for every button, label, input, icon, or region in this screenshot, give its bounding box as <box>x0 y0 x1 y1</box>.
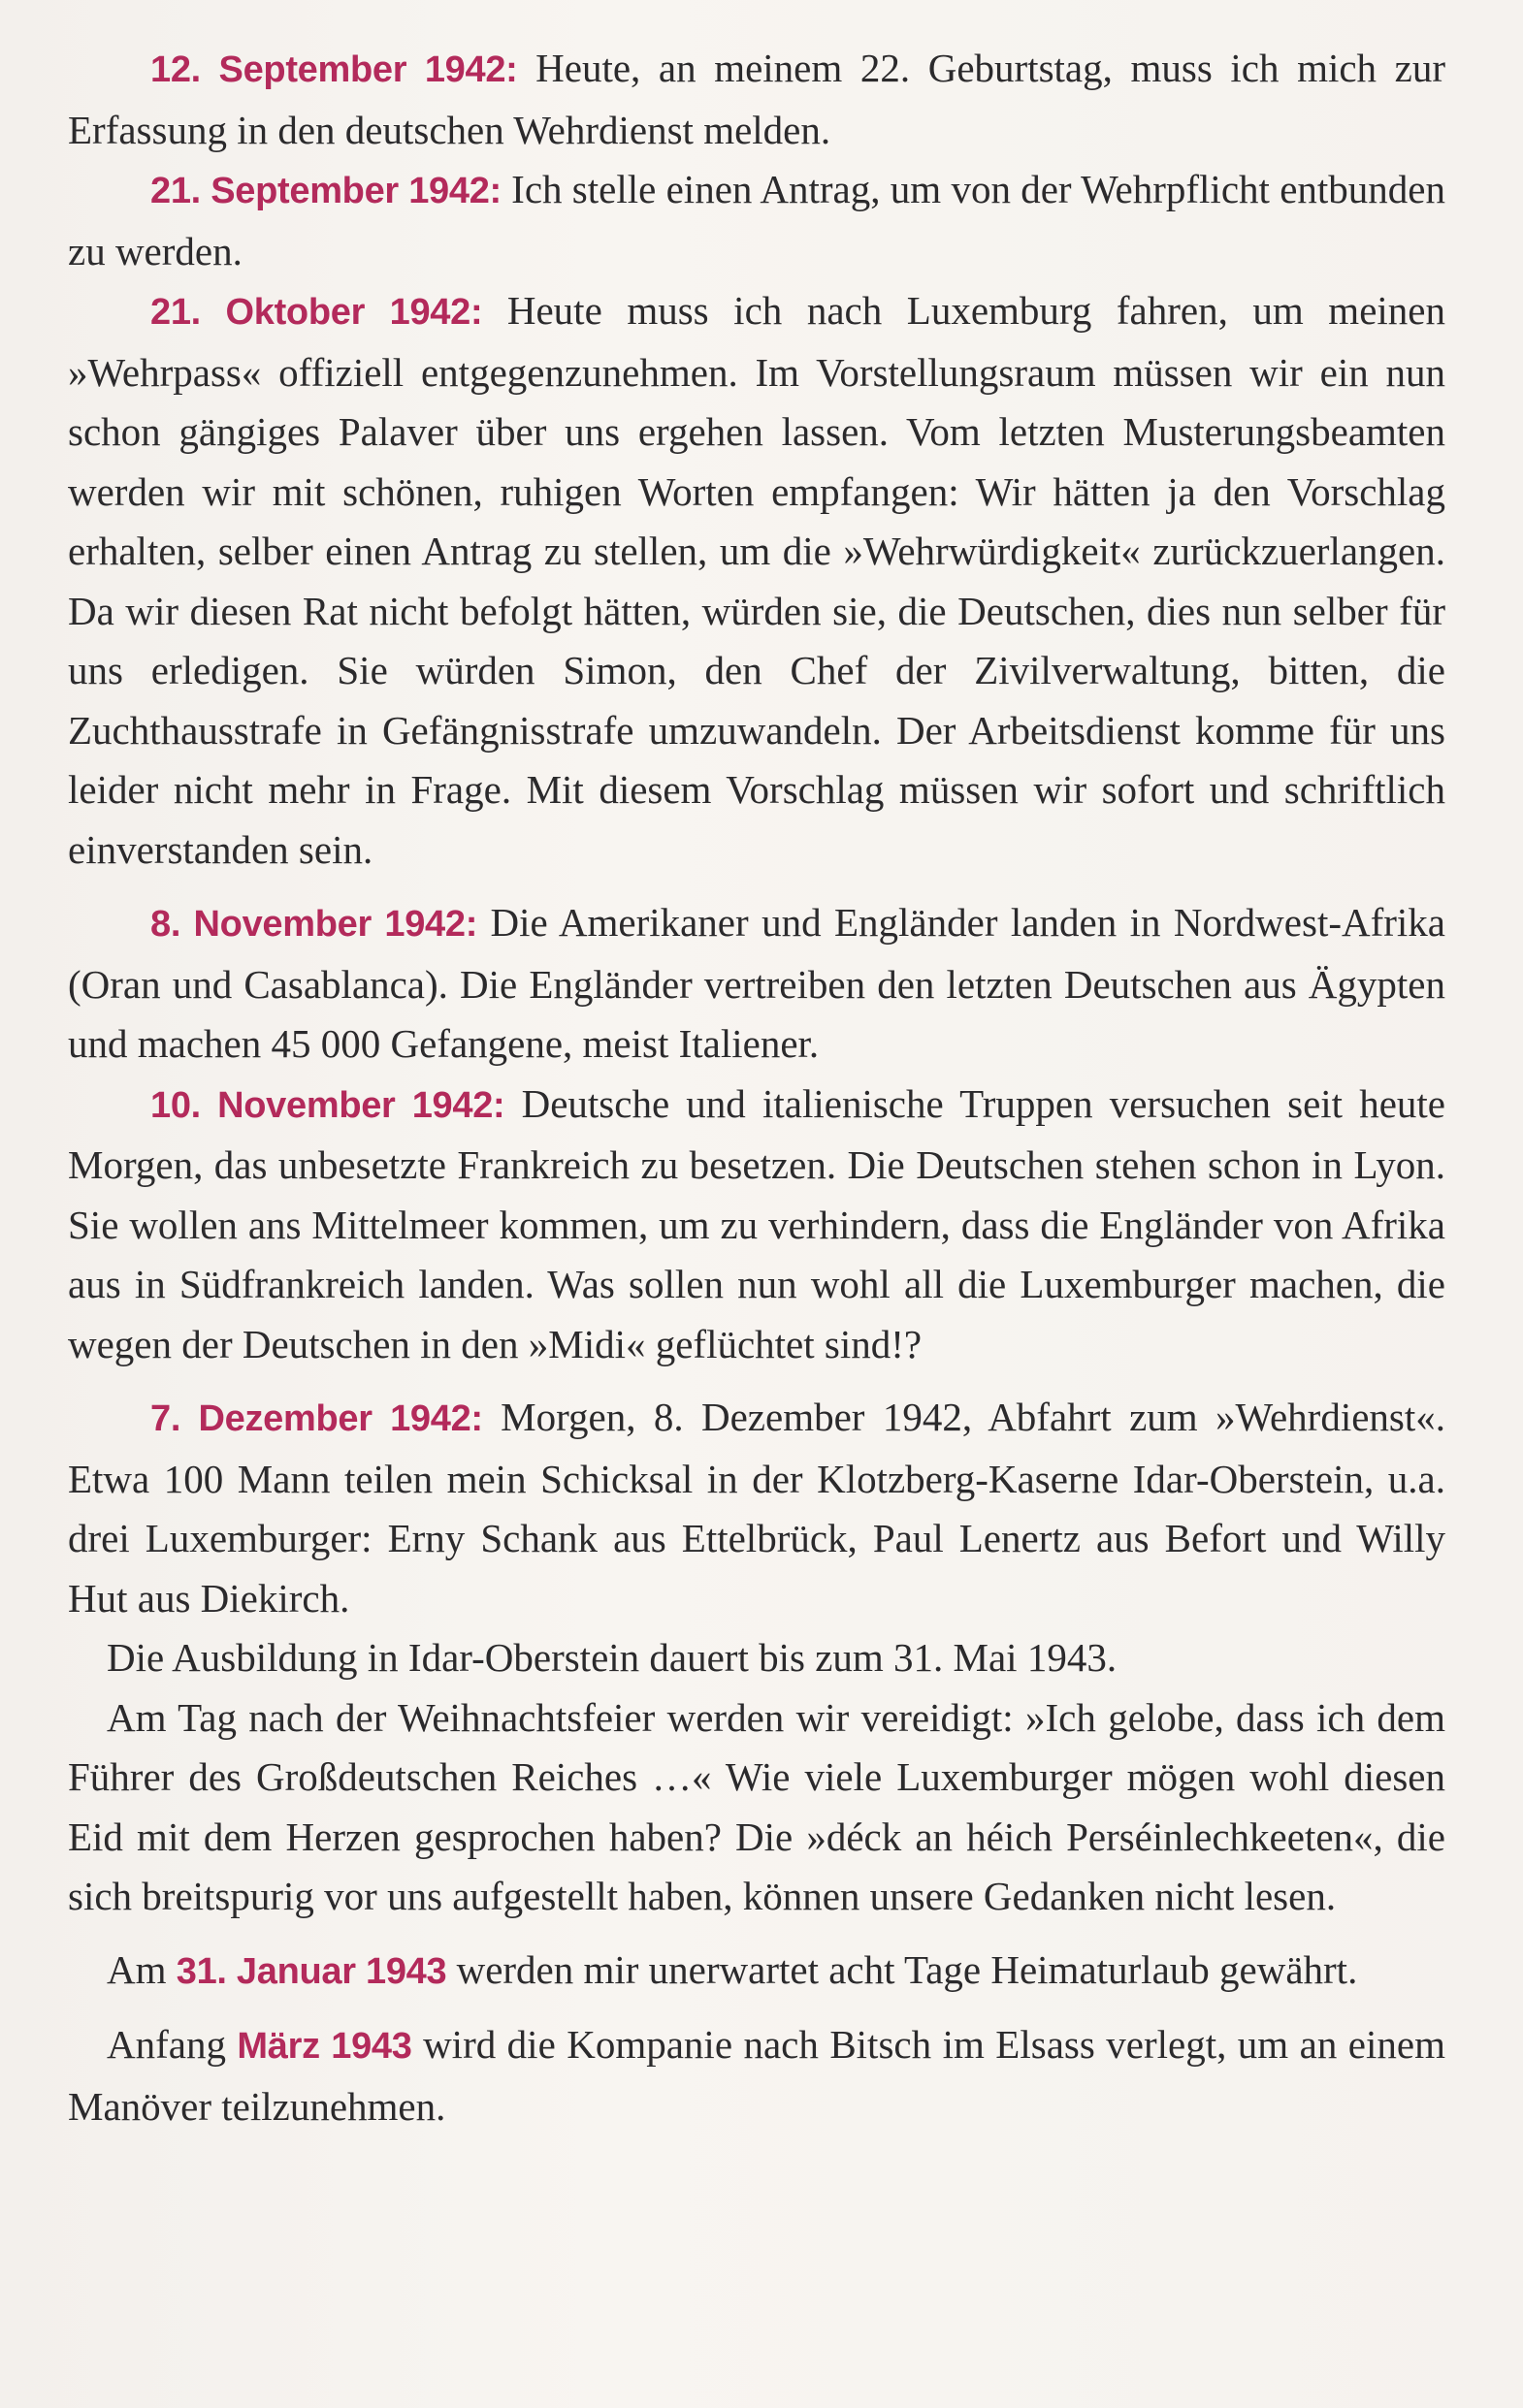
diary-entry-8-november <box>68 893 1445 1075</box>
diary-entry-10-november <box>68 1075 1445 1375</box>
entry-date: 31. Januar 1943 <box>176 1950 447 1992</box>
entry-date: 8. November 1942: <box>150 904 478 945</box>
paragraph-text: werden mir unerwartet acht Tage Heimaturlaub gewährt. <box>446 1946 1358 1992</box>
paragraph-vereidigung: Am Tag nach der Weihnachtsfeier werden wir vereidigt: »Ich gelobe, dass ich dem Führer des Großdeutschen Reiches …« Wie viele Luxemburger mögen wohl diesen Eid mit dem Herzen gesprochen haben? Die »déck an héich Perséinlechkeeten«, die sich breitspurig vor uns aufgestellt haben, können unsere Gedanken nicht lesen. <box>68 1694 1445 1918</box>
entry-date: 7. Dezember 1942: <box>150 1398 483 1439</box>
paragraph-text: Am <box>107 1946 177 1992</box>
entry-text: Heute muss ich nach Luxemburg fahren, um meinen »Wehrpass« offiziell entgegenzunehmen. Im Vorstellungsraum müssen wir ein nun schon gängiges Palaver über uns ergehen lassen. Vom letzten Musterungsbeamten werden wir mit schönen, ruhigen Worten empfangen: Wir hätten ja den Vorschlag erhalten, selber einen Antrag zu stellen, um die »Wehrwürdigkeit« zurückzuerlangen. Da wir diesen Rat nicht befolgt hätten, würden sie, die Deutschen, dies nun selber für uns erledigen. Sie würden Simon, den Chef der Zivilverwaltung, bitten, die Zuchthausstrafe in Gefängnisstrafe umzuwandeln. Der Arbeitsdienst komme für uns leider nicht mehr in Frage. Mit diesem Vorschlag müssen wir sofort und schriftlich einverstanden sein. <box>68 288 1445 872</box>
entry-text: Deutsche und italienische Truppen versuchen seit heute Morgen, das unbesetzte Frankreich zu besetzen. Die Deutschen stehen schon in Lyon. Sie wollen ans Mittelmeer kommen, um zu verhindern, dass die Engländer von Afrika aus in Südfrankreich landen. Was sollen nun wohl all die Luxemburger machen, die wegen der Deutschen in den »Midi« geflüchtet sind!? <box>68 1080 1446 1366</box>
entry-text: Heute, an meinem 22. Geburtstag, muss ich mich zur Erfassung in den deutschen Wehrdienst melden. <box>68 46 1445 152</box>
entry-date: März 1943 <box>237 2026 412 2067</box>
entry-text: Die Amerikaner und Engländer landen in Nordwest-Afrika (Oran und Casablanca). Die Engländer vertreiben den letzten Deutschen aus Ägypten und machen 45 000 Gefangene, meist Italiener. <box>68 900 1445 1066</box>
paragraph-text: Anfang <box>107 2022 238 2067</box>
entry-date: 21. September 1942: <box>150 171 502 211</box>
paragraph-maerz <box>68 2015 1445 2136</box>
paragraph-heimaturlaub <box>68 1941 1445 2003</box>
entry-date: 10. November 1942: <box>150 1084 505 1126</box>
entry-date: 21. Oktober 1942: <box>150 292 483 333</box>
diary-entry-21-oktober <box>68 281 1445 880</box>
entry-date: 12. September 1942: <box>150 49 518 90</box>
text-column <box>68 39 1445 2136</box>
entry-text: Ich stelle einen Antrag, um von der Wehrpflicht entbunden zu werden. <box>68 167 1445 273</box>
diary-entry-7-dezember <box>68 1388 1445 1628</box>
paragraph-ausbildung: Die Ausbildung in Idar-Oberstein dauert bis zum 31. Mai 1943. <box>107 1635 1118 1680</box>
diary-entry-12-september <box>68 39 1445 160</box>
entry-text: Morgen, 8. Dezember 1942, Abfahrt zum »Wehrdienst«. Etwa 100 Mann teilen mein Schicksal in der Klotzberg-Kaserne Idar-Oberstein, u.a. drei Luxemburger: Erny Schank aus Ettelbrück, Paul Lenertz aus Befort und Willy Hut aus Diekirch. <box>68 1395 1446 1621</box>
paragraph-text: wird die Kompanie nach Bitsch im Elsass verlegt, um an einem Manöver teilzunehmen. <box>68 2022 1445 2129</box>
diary-entry-21-september <box>68 160 1445 281</box>
